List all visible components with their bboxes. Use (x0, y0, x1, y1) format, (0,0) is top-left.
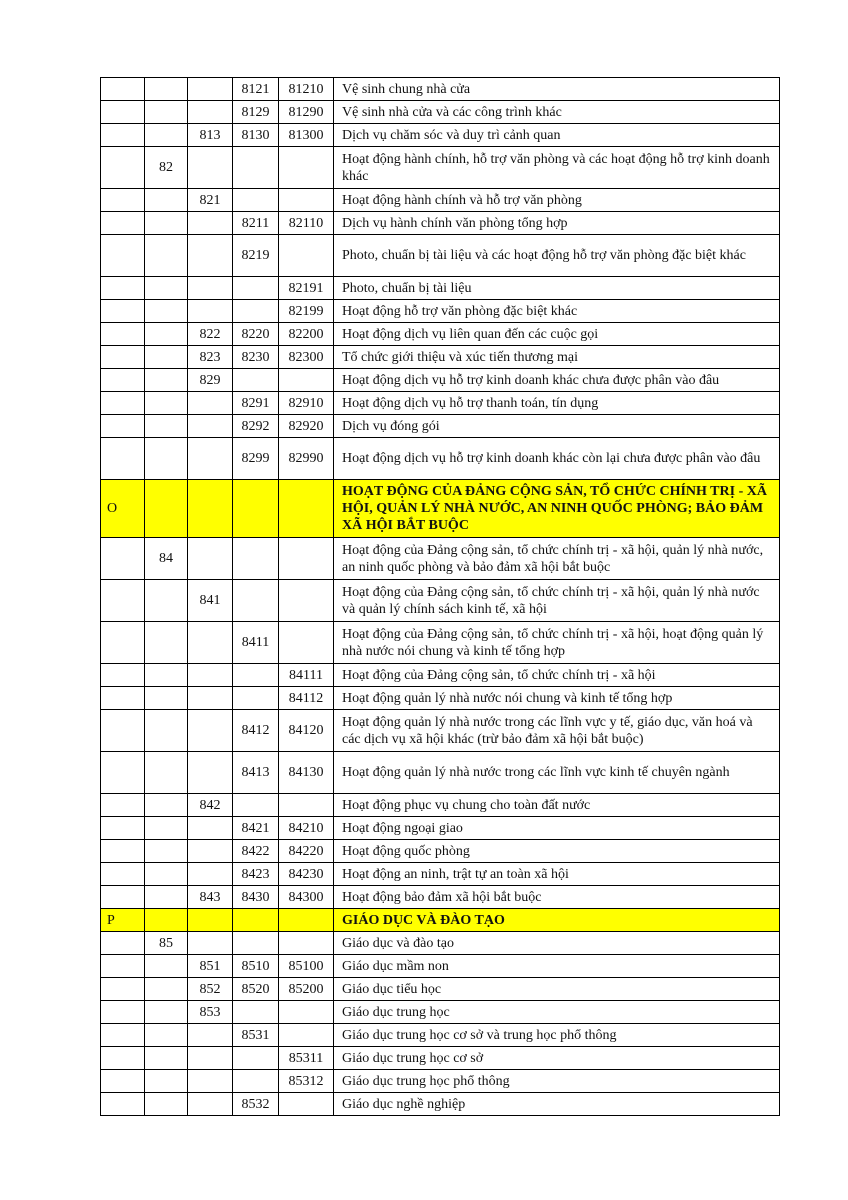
table-row (101, 863, 780, 886)
section-code-cell (101, 580, 145, 622)
section-code-cell (101, 863, 145, 886)
section-code-cell (101, 1093, 145, 1116)
subclass-code-cell: 82300 (279, 346, 334, 369)
class-code-cell: 8411 (233, 622, 279, 664)
class-code-cell: 8520 (233, 978, 279, 1001)
group-code-cell: 841 (188, 580, 233, 622)
subclass-code-cell: 85312 (279, 1070, 334, 1093)
division-code-cell (145, 1001, 188, 1024)
class-code-cell (233, 538, 279, 580)
table-row (101, 78, 780, 101)
class-code-cell (233, 664, 279, 687)
subclass-code-cell (279, 1093, 334, 1116)
table-row (101, 415, 780, 438)
section-row (101, 909, 780, 932)
description-cell: Hoạt động dịch vụ hỗ trợ kinh doanh khác còn lại chưa được phân vào đâu (334, 438, 780, 480)
table-row (101, 235, 780, 277)
subclass-code-cell: 84130 (279, 752, 334, 794)
description-cell: Hoạt động quốc phòng (334, 840, 780, 863)
subclass-code-cell: 82110 (279, 212, 334, 235)
table-row (101, 886, 780, 909)
division-code-cell (145, 480, 188, 538)
division-code-cell (145, 369, 188, 392)
division-code-cell (145, 101, 188, 124)
group-code-cell (188, 710, 233, 752)
section-code-cell: P (101, 909, 145, 932)
table-row (101, 147, 780, 189)
description-cell: Vệ sinh nhà cửa và các công trình khác (334, 101, 780, 124)
division-code-cell (145, 580, 188, 622)
division-code-cell (145, 840, 188, 863)
subclass-code-cell: 84220 (279, 840, 334, 863)
class-code-cell (233, 480, 279, 538)
class-code-cell (233, 369, 279, 392)
section-code-cell (101, 300, 145, 323)
table-row (101, 369, 780, 392)
table-row (101, 710, 780, 752)
table-row (101, 978, 780, 1001)
division-code-cell (145, 752, 188, 794)
industry-code-table (100, 77, 780, 1116)
division-code-cell (145, 1070, 188, 1093)
description-cell: Dịch vụ đóng gói (334, 415, 780, 438)
subclass-code-cell: 82199 (279, 300, 334, 323)
subclass-code-cell: 84210 (279, 817, 334, 840)
class-code-cell (233, 687, 279, 710)
group-code-cell (188, 752, 233, 794)
class-code-cell: 8532 (233, 1093, 279, 1116)
division-code-cell: 84 (145, 538, 188, 580)
class-code-cell: 8423 (233, 863, 279, 886)
group-code-cell: 813 (188, 124, 233, 147)
subclass-code-cell (279, 369, 334, 392)
class-code-cell (233, 1047, 279, 1070)
description-cell: Hoạt động phục vụ chung cho toàn đất nước (334, 794, 780, 817)
group-code-cell (188, 909, 233, 932)
section-code-cell (101, 147, 145, 189)
subclass-code-cell (279, 932, 334, 955)
class-code-cell: 8292 (233, 415, 279, 438)
group-code-cell (188, 147, 233, 189)
class-code-cell: 8510 (233, 955, 279, 978)
description-cell: Hoạt động quản lý nhà nước nói chung và kinh tế tổng hợp (334, 687, 780, 710)
group-code-cell (188, 392, 233, 415)
class-code-cell (233, 277, 279, 300)
group-code-cell (188, 840, 233, 863)
subclass-code-cell (279, 1001, 334, 1024)
description-cell: Vệ sinh chung nhà cửa (334, 78, 780, 101)
subclass-code-cell: 82191 (279, 277, 334, 300)
section-code-cell (101, 124, 145, 147)
division-code-cell (145, 978, 188, 1001)
table-row (101, 392, 780, 415)
division-code-cell (145, 346, 188, 369)
class-code-cell (233, 147, 279, 189)
description-cell: Hoạt động của Đảng cộng sản, tổ chức chính trị - xã hội, quản lý nhà nước, an ninh quốc phòng và bảo đảm xã hội bắt buộc (334, 538, 780, 580)
group-code-cell: 843 (188, 886, 233, 909)
section-code-cell (101, 346, 145, 369)
description-cell: Dịch vụ hành chính văn phòng tổng hợp (334, 212, 780, 235)
group-code-cell: 822 (188, 323, 233, 346)
division-code-cell (145, 1093, 188, 1116)
description-cell: Hoạt động dịch vụ hỗ trợ thanh toán, tín dụng (334, 392, 780, 415)
class-code-cell: 8430 (233, 886, 279, 909)
description-cell: Giáo dục và đào tạo (334, 932, 780, 955)
description-cell: Hoạt động của Đảng cộng sản, tổ chức chính trị - xã hội (334, 664, 780, 687)
table-row (101, 932, 780, 955)
description-cell: Hoạt động của Đảng cộng sản, tổ chức chính trị - xã hội, hoạt động quản lý nhà nước nói chung và kinh tế tổng hợp (334, 622, 780, 664)
table-row (101, 955, 780, 978)
section-code-cell: O (101, 480, 145, 538)
description-cell: Giáo dục nghề nghiệp (334, 1093, 780, 1116)
section-code-cell (101, 1047, 145, 1070)
group-code-cell (188, 622, 233, 664)
description-cell: Giáo dục trung học cơ sở (334, 1047, 780, 1070)
subclass-code-cell: 85311 (279, 1047, 334, 1070)
description-cell: Photo, chuẩn bị tài liệu (334, 277, 780, 300)
division-code-cell (145, 124, 188, 147)
description-cell: Giáo dục trung học (334, 1001, 780, 1024)
class-code-cell (233, 794, 279, 817)
group-code-cell (188, 817, 233, 840)
description-cell: Hoạt động hỗ trợ văn phòng đặc biệt khác (334, 300, 780, 323)
section-code-cell (101, 752, 145, 794)
class-code-cell (233, 189, 279, 212)
table-row (101, 1093, 780, 1116)
class-code-cell: 8219 (233, 235, 279, 277)
division-code-cell (145, 438, 188, 480)
class-code-cell: 8299 (233, 438, 279, 480)
group-code-cell (188, 1093, 233, 1116)
table-row (101, 124, 780, 147)
group-code-cell: 821 (188, 189, 233, 212)
section-code-cell (101, 622, 145, 664)
group-code-cell: 853 (188, 1001, 233, 1024)
division-code-cell (145, 817, 188, 840)
section-code-cell (101, 1070, 145, 1093)
section-row (101, 480, 780, 538)
division-code-cell (145, 189, 188, 212)
division-code-cell (145, 710, 188, 752)
section-code-cell (101, 212, 145, 235)
section-code-cell (101, 687, 145, 710)
table-row (101, 664, 780, 687)
section-code-cell (101, 840, 145, 863)
group-code-cell (188, 664, 233, 687)
group-code-cell (188, 78, 233, 101)
division-code-cell (145, 622, 188, 664)
subclass-code-cell (279, 189, 334, 212)
class-code-cell (233, 1001, 279, 1024)
group-code-cell: 829 (188, 369, 233, 392)
division-code-cell (145, 300, 188, 323)
group-code-cell (188, 687, 233, 710)
section-code-cell (101, 277, 145, 300)
table-row (101, 101, 780, 124)
class-code-cell: 8531 (233, 1024, 279, 1047)
section-code-cell (101, 794, 145, 817)
division-code-cell (145, 909, 188, 932)
subclass-code-cell: 82990 (279, 438, 334, 480)
description-cell: Hoạt động bảo đảm xã hội bắt buộc (334, 886, 780, 909)
table-row (101, 817, 780, 840)
section-code-cell (101, 1001, 145, 1024)
table-row (101, 1024, 780, 1047)
section-code-cell (101, 323, 145, 346)
subclass-code-cell: 84230 (279, 863, 334, 886)
description-cell: Giáo dục trung học cơ sở và trung học phổ thông (334, 1024, 780, 1047)
section-code-cell (101, 932, 145, 955)
subclass-code-cell (279, 909, 334, 932)
group-code-cell (188, 438, 233, 480)
subclass-code-cell: 84111 (279, 664, 334, 687)
subclass-code-cell: 84120 (279, 710, 334, 752)
subclass-code-cell (279, 580, 334, 622)
class-code-cell (233, 909, 279, 932)
table-row (101, 438, 780, 480)
division-code-cell (145, 955, 188, 978)
subclass-code-cell (279, 538, 334, 580)
description-cell: GIÁO DỤC VÀ ĐÀO TẠO (334, 909, 780, 932)
table-row (101, 189, 780, 212)
class-code-cell: 8129 (233, 101, 279, 124)
group-code-cell (188, 538, 233, 580)
table-row (101, 212, 780, 235)
group-code-cell (188, 277, 233, 300)
division-code-cell (145, 415, 188, 438)
group-code-cell: 823 (188, 346, 233, 369)
section-code-cell (101, 415, 145, 438)
class-code-cell (233, 1070, 279, 1093)
table-row (101, 1047, 780, 1070)
subclass-code-cell: 84112 (279, 687, 334, 710)
subclass-code-cell (279, 147, 334, 189)
division-code-cell (145, 664, 188, 687)
table-row (101, 323, 780, 346)
subclass-code-cell (279, 1024, 334, 1047)
table-row (101, 687, 780, 710)
group-code-cell: 852 (188, 978, 233, 1001)
division-code-cell: 82 (145, 147, 188, 189)
group-code-cell (188, 932, 233, 955)
description-cell: HOẠT ĐỘNG CỦA ĐẢNG CỘNG SẢN, TỔ CHỨC CHÍNH TRỊ - XÃ HỘI, QUẢN LÝ NHÀ NƯỚC, AN NINH QUỐC PHÒNG; BẢO ĐẢM XÃ HỘI BẮT BUỘC (334, 480, 780, 538)
table-row (101, 1001, 780, 1024)
division-code-cell (145, 78, 188, 101)
group-code-cell (188, 415, 233, 438)
subclass-code-cell: 82200 (279, 323, 334, 346)
description-cell: Hoạt động của Đảng cộng sản, tổ chức chính trị - xã hội, quản lý nhà nước và quản lý chính sách kinh tế, xã hội (334, 580, 780, 622)
division-code-cell (145, 277, 188, 300)
division-code-cell (145, 1024, 188, 1047)
group-code-cell (188, 235, 233, 277)
group-code-cell (188, 101, 233, 124)
class-code-cell: 8220 (233, 323, 279, 346)
description-cell: Hoạt động quản lý nhà nước trong các lĩnh vực kinh tế chuyên ngành (334, 752, 780, 794)
division-code-cell (145, 323, 188, 346)
subclass-code-cell: 81300 (279, 124, 334, 147)
class-code-cell: 8211 (233, 212, 279, 235)
description-cell: Giáo dục tiểu học (334, 978, 780, 1001)
section-code-cell (101, 438, 145, 480)
description-cell: Dịch vụ chăm sóc và duy trì cảnh quan (334, 124, 780, 147)
table-row (101, 840, 780, 863)
subclass-code-cell (279, 622, 334, 664)
class-code-cell (233, 300, 279, 323)
section-code-cell (101, 710, 145, 752)
description-cell: Hoạt động dịch vụ liên quan đến các cuộc gọi (334, 323, 780, 346)
group-code-cell (188, 1024, 233, 1047)
class-code-cell: 8121 (233, 78, 279, 101)
group-code-cell (188, 480, 233, 538)
description-cell: Hoạt động ngoại giao (334, 817, 780, 840)
class-code-cell: 8291 (233, 392, 279, 415)
section-code-cell (101, 189, 145, 212)
subclass-code-cell: 81290 (279, 101, 334, 124)
section-code-cell (101, 101, 145, 124)
section-code-cell (101, 664, 145, 687)
description-cell: Tổ chức giới thiệu và xúc tiến thương mại (334, 346, 780, 369)
table-body (101, 78, 780, 1116)
subclass-code-cell (279, 235, 334, 277)
subclass-code-cell (279, 480, 334, 538)
section-code-cell (101, 1024, 145, 1047)
division-code-cell (145, 235, 188, 277)
class-code-cell: 8412 (233, 710, 279, 752)
class-code-cell: 8413 (233, 752, 279, 794)
section-code-cell (101, 978, 145, 1001)
group-code-cell (188, 212, 233, 235)
subclass-code-cell: 81210 (279, 78, 334, 101)
table-row (101, 580, 780, 622)
subclass-code-cell: 82920 (279, 415, 334, 438)
class-code-cell: 8130 (233, 124, 279, 147)
section-code-cell (101, 78, 145, 101)
description-cell: Hoạt động an ninh, trật tự an toàn xã hội (334, 863, 780, 886)
description-cell: Hoạt động hành chính và hỗ trợ văn phòng (334, 189, 780, 212)
section-code-cell (101, 369, 145, 392)
class-code-cell (233, 580, 279, 622)
table-row (101, 538, 780, 580)
division-code-cell (145, 863, 188, 886)
section-code-cell (101, 886, 145, 909)
division-code-cell (145, 212, 188, 235)
table-row (101, 346, 780, 369)
section-code-cell (101, 955, 145, 978)
table-row (101, 277, 780, 300)
subclass-code-cell: 84300 (279, 886, 334, 909)
division-code-cell: 85 (145, 932, 188, 955)
class-code-cell: 8422 (233, 840, 279, 863)
division-code-cell (145, 687, 188, 710)
description-cell: Hoạt động quản lý nhà nước trong các lĩnh vực y tế, giáo dục, văn hoá và các dịch vụ xã hội khác (trừ bảo đảm xã hội bắt buộc) (334, 710, 780, 752)
subclass-code-cell: 85100 (279, 955, 334, 978)
description-cell: Giáo dục trung học phổ thông (334, 1070, 780, 1093)
table-row (101, 300, 780, 323)
table-row (101, 1070, 780, 1093)
class-code-cell (233, 932, 279, 955)
division-code-cell (145, 794, 188, 817)
class-code-cell: 8230 (233, 346, 279, 369)
description-cell: Hoạt động hành chính, hỗ trợ văn phòng và các hoạt động hỗ trợ kinh doanh khác (334, 147, 780, 189)
subclass-code-cell: 85200 (279, 978, 334, 1001)
division-code-cell (145, 1047, 188, 1070)
subclass-code-cell (279, 794, 334, 817)
table-row (101, 794, 780, 817)
division-code-cell (145, 392, 188, 415)
section-code-cell (101, 392, 145, 415)
description-cell: Hoạt động dịch vụ hỗ trợ kinh doanh khác chưa được phân vào đâu (334, 369, 780, 392)
table-row (101, 752, 780, 794)
section-code-cell (101, 817, 145, 840)
section-code-cell (101, 235, 145, 277)
subclass-code-cell: 82910 (279, 392, 334, 415)
division-code-cell (145, 886, 188, 909)
table-row (101, 622, 780, 664)
group-code-cell (188, 1047, 233, 1070)
group-code-cell (188, 300, 233, 323)
description-cell: Photo, chuẩn bị tài liệu và các hoạt động hỗ trợ văn phòng đặc biệt khác (334, 235, 780, 277)
section-code-cell (101, 538, 145, 580)
group-code-cell (188, 1070, 233, 1093)
group-code-cell: 851 (188, 955, 233, 978)
class-code-cell: 8421 (233, 817, 279, 840)
description-cell: Giáo dục mầm non (334, 955, 780, 978)
group-code-cell: 842 (188, 794, 233, 817)
group-code-cell (188, 863, 233, 886)
